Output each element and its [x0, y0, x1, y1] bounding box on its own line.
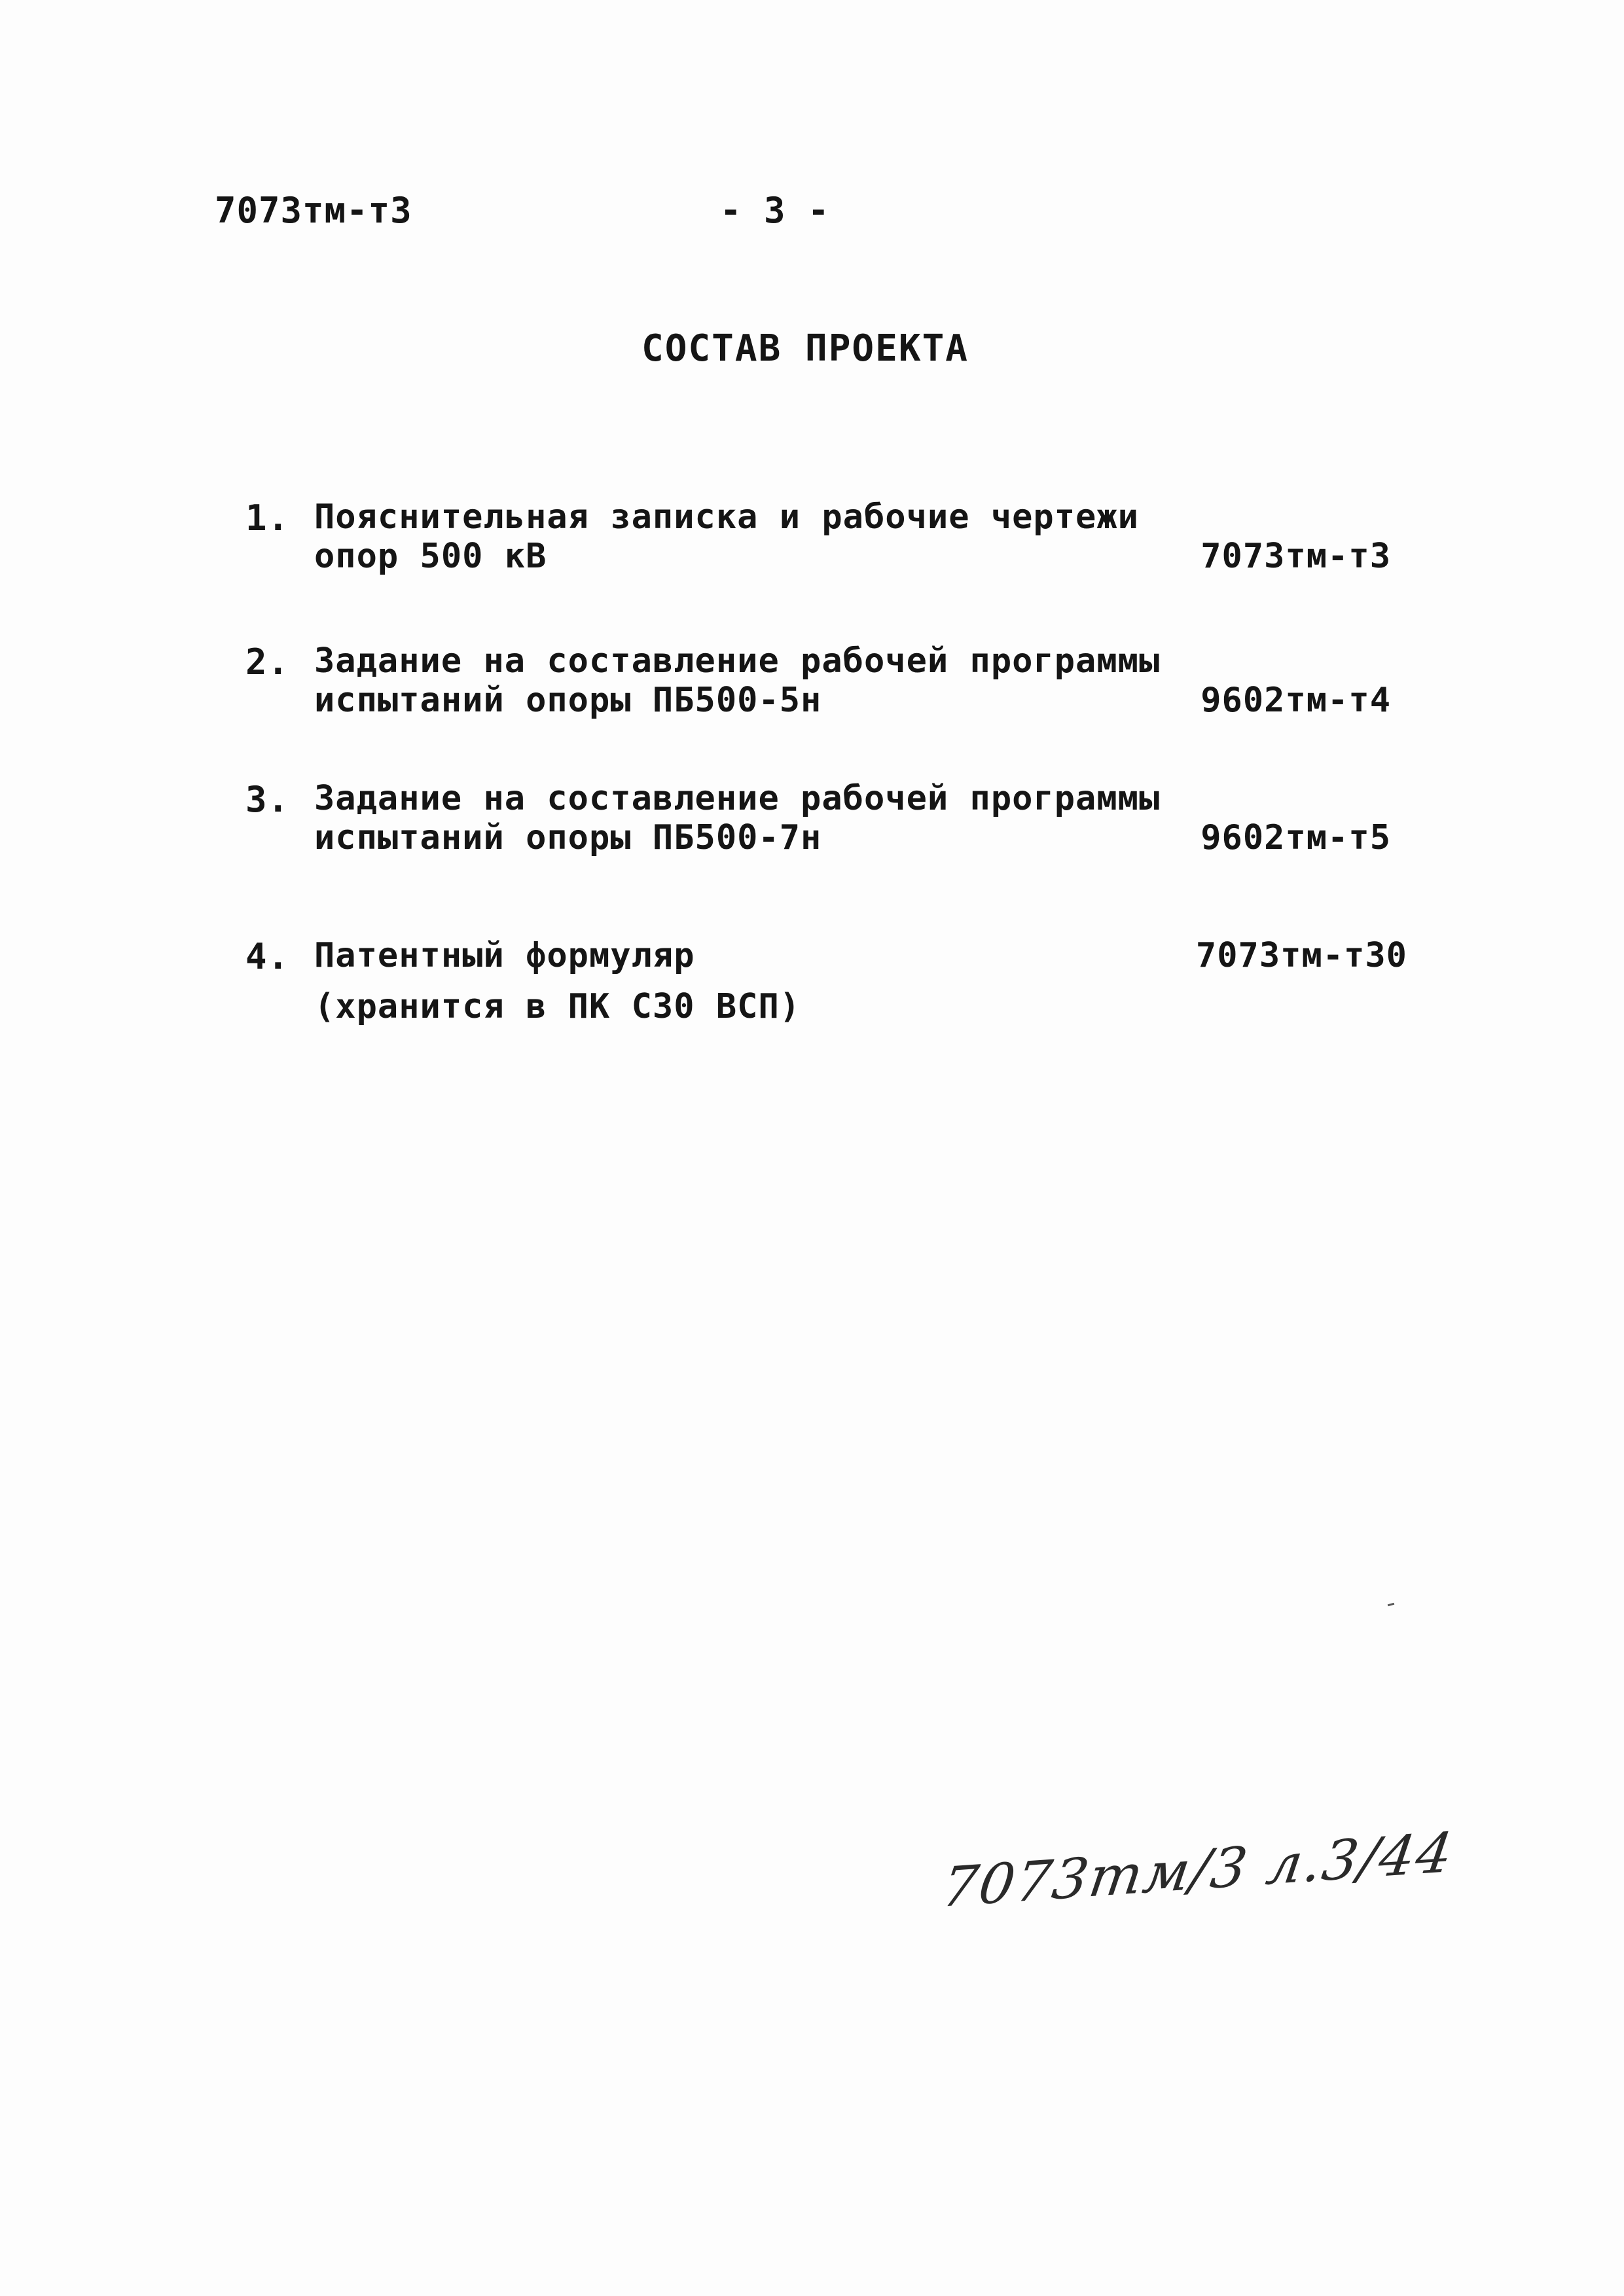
handwritten-note-text: 7073тм/3 л.3/44 — [938, 1820, 1458, 1920]
item-number: 2. — [245, 641, 290, 683]
item-description-continued: испытаний опоры ПБ500-7н — [314, 818, 822, 857]
item-number: 1. — [245, 497, 290, 539]
item-doc-code: 7073тм-т3 — [1200, 537, 1391, 576]
page-title: СОСТАВ ПРОЕКТА — [641, 327, 969, 370]
list-item — [245, 779, 1391, 890]
item-description: Патентный формуляр — [314, 936, 695, 975]
item-description-continued: испытаний опоры ПБ500-5н — [314, 681, 822, 720]
item-description: Пояснительная записка и рабочие чертежи — [314, 497, 1139, 537]
item-doc-code: 9602тм-т4 — [1200, 681, 1391, 720]
header-doc-code: 7073тм-т3 — [215, 190, 412, 231]
item-number: 4. — [245, 936, 290, 977]
item-description-continued: опор 500 кВ — [314, 537, 547, 576]
list-item — [245, 497, 1391, 609]
item-description: Задание на составление рабочей программы — [314, 779, 1161, 818]
item-number: 3. — [245, 779, 290, 820]
item-doc-code: 7073тм-т30 — [1195, 936, 1407, 975]
page-number: - 3 - — [720, 190, 830, 231]
list-item — [245, 936, 1407, 1047]
item-doc-code: 9602тм-т5 — [1200, 818, 1391, 857]
handwritten-annotation — [929, 1820, 1458, 1957]
item-description-continued: (хранится в ПК С30 ВСП) — [314, 987, 801, 1026]
item-description: Задание на составление рабочей программы — [314, 641, 1161, 681]
scan-speck — [1388, 1603, 1394, 1606]
list-item — [245, 641, 1391, 753]
